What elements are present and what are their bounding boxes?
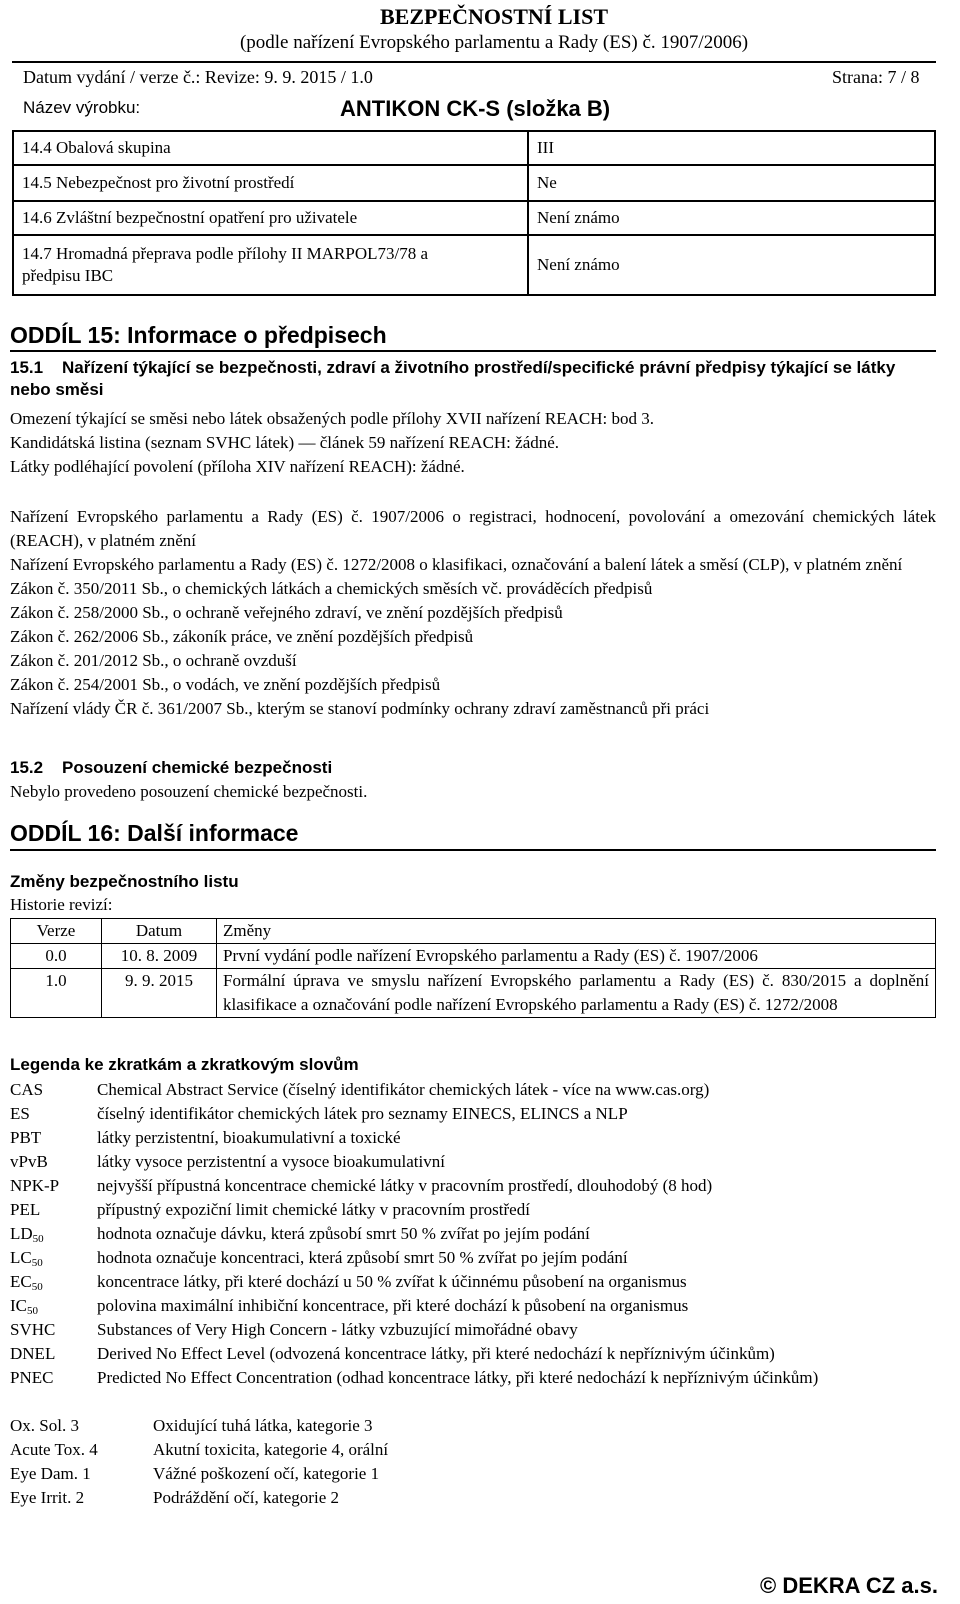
abbreviation-meaning: polovina maximální inhibiční koncentrace, při které dochází k působení na organismus <box>97 1296 689 1315</box>
abbreviation-meaning: Substances of Very High Concern - látky vzbuzující mimořádné obavy <box>97 1320 578 1339</box>
footer-copyright: © DEKRA CZ a.s. <box>760 1573 938 1598</box>
hazard-class-code: Acute Tox. 4 <box>10 1440 98 1459</box>
abbreviation-meaning: koncentrace látky, při které dochází u 50 % zvířat k účinnému působení na organismus <box>97 1272 687 1291</box>
abbreviation-meaning: látky perzistentní, bioakumulativní a toxické <box>97 1128 401 1147</box>
restrictions-list <box>10 407 936 479</box>
abbreviation: vPvB <box>10 1152 48 1171</box>
section-15-title: ODDÍL 15: Informace o předpisech <box>10 322 387 348</box>
hazard-class-code: Eye Dam. 1 <box>10 1464 91 1483</box>
restriction-line: Omezení týkající se směsi nebo látek obsažených podle přílohy XVII nařízení REACH: bod 3. <box>10 409 654 428</box>
revision-date: 10. 8. 2009 <box>102 944 217 969</box>
abbreviation: $LD_{50}$ <box>10 1224 44 1245</box>
table-row <box>13 235 935 295</box>
regulation-item: Zákon č. 201/2012 Sb., o ochraně ovzduší <box>10 651 297 670</box>
abbreviation: $EC_{50}$ <box>10 1272 43 1293</box>
table-row <box>13 165 935 201</box>
regulation-item: Zákon č. 258/2000 Sb., o ochraně veřejného zdraví, ve znění pozdějších předpisů <box>10 603 563 622</box>
abbreviation: PNEC <box>10 1368 54 1387</box>
restriction-line: Látky podléhající povolení (příloha XIV nařízení REACH): žádné. <box>10 457 465 476</box>
revision-version: 1.0 <box>11 969 102 1018</box>
restriction-line: Kandidátská listina (seznam SVHC látek) ― článek 59 nařízení REACH: žádné. <box>10 433 560 452</box>
product-name: ANTIKON CK-S (složka B) <box>340 96 611 121</box>
table-row <box>11 969 936 1018</box>
abbreviation: PBT <box>10 1128 42 1147</box>
transport-value: III <box>528 131 935 165</box>
document-title: BEZPEČNOSTNÍ LIST <box>379 4 609 29</box>
revision-history-label: Historie revizí: <box>10 895 113 914</box>
column-header: Změny <box>217 919 936 944</box>
revision-version: 0.0 <box>11 944 102 969</box>
section-divider <box>10 350 936 352</box>
sds-changes-title: Změny bezpečnostního listu <box>10 872 239 891</box>
product-name-label: Název výrobku: <box>23 98 141 117</box>
abbreviation-meaning: hodnota označuje dávku, která způsobí smrt 50 % zvířat po jejím podání <box>97 1224 590 1243</box>
regulation-item: Nařízení vlády ČR č. 361/2007 Sb., kterým se stanoví podmínky ochrany zdraví zaměstnanců při práci <box>10 699 710 718</box>
revision-change: Formální úprava ve smyslu nařízení Evropského parlamentu a Rady (ES) č. 830/2015 a doplnění klasifikace a označování podle nařízení Evropského parlamentu a Rady (ES) č. 1272/2008 <box>217 969 936 1018</box>
abbreviation-meaning: hodnota označuje koncentraci, která způsobí smrt 50 % zvířat po jejím podání <box>97 1248 628 1267</box>
abbreviation: PEL <box>10 1200 41 1219</box>
regulation-item: Zákon č. 254/2001 Sb., o vodách, ve znění pozdějších předpisů <box>10 675 441 694</box>
hazard-class-meaning: Oxidující tuhá látka, kategorie 3 <box>153 1416 373 1435</box>
abbreviation-meaning: látky vysoce perzistentní a vysoce bioakumulativní <box>97 1152 445 1171</box>
regulations-list <box>10 505 936 721</box>
table-row <box>13 201 935 235</box>
abbreviation: SVHC <box>10 1320 56 1339</box>
chemical-safety-assessment-text: Nebylo provedeno posouzení chemické bezpečnosti. <box>10 782 368 801</box>
abbreviation-meaning: přípustný expoziční limit chemické látky v pracovním prostředí <box>97 1200 530 1219</box>
revision-change: První vydání podle nařízení Evropského parlamentu a Rady (ES) č. 1907/2006 <box>217 944 936 969</box>
legend-title: Legenda ke zkratkám a zkratkovým slovům <box>10 1055 359 1074</box>
hazard-class-code: Ox. Sol. 3 <box>10 1416 79 1435</box>
transport-info-table <box>12 130 936 296</box>
transport-value: Není známo <box>528 235 935 295</box>
hazard-class-meaning: Akutní toxicita, kategorie 4, orální <box>153 1440 389 1459</box>
abbreviation: ES <box>10 1104 30 1123</box>
table-header-row <box>11 919 936 944</box>
hazard-class-meaning: Vážné poškození očí, kategorie 1 <box>153 1464 380 1483</box>
section-16-title: ODDÍL 16: Další informace <box>10 820 299 846</box>
transport-value: Není známo <box>528 201 935 235</box>
abbreviation: DNEL <box>10 1344 56 1363</box>
transport-label: 14.7 Hromadná přeprava podle přílohy II MARPOL73/78 a předpisu IBC <box>13 235 528 295</box>
section-15-2-title: 15.2 Posouzení chemické bezpečnosti <box>10 758 333 777</box>
abbreviation-meaning: Derived No Effect Level (odvozená koncentrace látky, při které nedochází k nepříznivým účinkům) <box>97 1344 775 1363</box>
hazard-class-code: Eye Irrit. 2 <box>10 1488 85 1507</box>
transport-label: 14.6 Zvláštní bezpečnostní opatření pro uživatele <box>13 201 528 235</box>
column-header: Datum <box>102 919 217 944</box>
column-header: Verze <box>11 919 102 944</box>
abbreviation-meaning: číselný identifikátor chemických látek pro seznamy EINECS, ELINCS a NLP <box>97 1104 628 1123</box>
issue-date-version: Datum vydání / verze č.: Revize: 9. 9. 2015 / 1.0 <box>23 67 373 87</box>
table-row <box>11 944 936 969</box>
regulation-item: Nařízení Evropského parlamentu a Rady (ES) č. 1272/2008 o klasifikaci, označování a balení látek a směsí (CLP), v platném znění <box>10 555 903 574</box>
hazard-class-meaning: Podráždění očí, kategorie 2 <box>153 1488 339 1507</box>
regulation-item: Nařízení Evropského parlamentu a Rady (ES) č. 1907/2006 o registraci, hodnocení, povolování a omezování chemických látek (REACH), v platném znění <box>10 507 936 550</box>
abbreviation-meaning: Predicted No Effect Concentration (odhad koncentrace látky, při které nedochází k nepříznivým účinkům) <box>97 1368 819 1387</box>
document-subtitle: (podle nařízení Evropského parlamentu a Rady (ES) č. 1907/2006) <box>239 32 749 53</box>
abbreviation: $LC_{50}$ <box>10 1248 43 1269</box>
abbreviation: CAS <box>10 1080 44 1099</box>
revision-date: 9. 9. 2015 <box>102 969 217 1018</box>
regulation-item: Zákon č. 350/2011 Sb., o chemických látkách a chemických směsích vč. prováděcích předpisů <box>10 579 653 598</box>
transport-value: Ne <box>528 165 935 201</box>
regulation-item: Zákon č. 262/2006 Sb., zákoník práce, ve znění pozdějších předpisů <box>10 627 474 646</box>
section-15-1-title: 15.1 Nařízení týkající se bezpečnosti, zdraví a životního prostředí/specifické právní předpisy týkající se látky nebo směsi <box>10 358 901 399</box>
abbreviation-meaning: nejvyšší přípustná koncentrace chemické látky v pracovním prostředí, dlouhodobý (8 hod) <box>97 1176 713 1195</box>
page-number: Strana: 7 / 8 <box>832 67 920 87</box>
revision-history-table <box>10 918 936 1018</box>
table-row <box>13 131 935 165</box>
abbreviation: $IC_{50}$ <box>10 1296 38 1317</box>
transport-label: 14.4 Obalová skupina <box>13 131 528 165</box>
header-divider <box>12 61 936 63</box>
transport-label: 14.5 Nebezpečnost pro životní prostředí <box>13 165 528 201</box>
abbreviation-meaning: Chemical Abstract Service (číselný identifikátor chemických látek - více na www.cas.org) <box>97 1080 710 1099</box>
abbreviation: NPK-P <box>10 1176 60 1195</box>
section-divider <box>10 849 936 851</box>
